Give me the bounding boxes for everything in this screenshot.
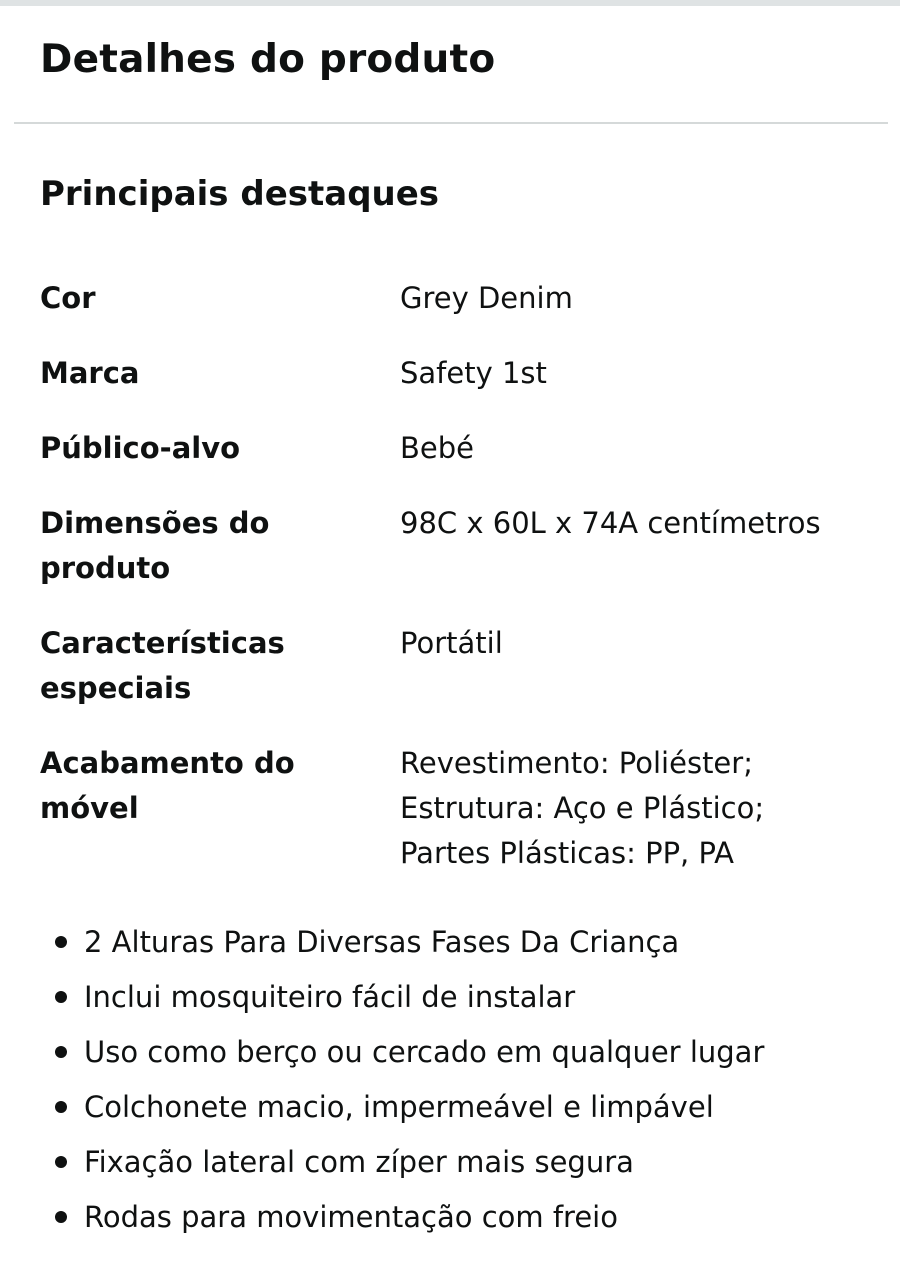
feature-text: Rodas para movimentação com freio [84,1199,618,1234]
bullet-icon [55,1211,67,1223]
page-title: Detalhes do produto [40,37,496,82]
spec-value: Grey Denim [400,281,573,315]
spec-row-finish [40,741,860,876]
feature-text: 2 Alturas Para Diversas Fases Da Criança [84,924,680,959]
spec-label: Características especiais [40,626,285,705]
spec-value: Bebé [400,431,474,465]
bullet-icon [55,991,67,1003]
spec-label: Marca [40,356,140,390]
list-item [0,969,900,1024]
list-item [0,1189,900,1244]
spec-row-special-features [40,621,860,741]
list-item [0,1134,900,1189]
spec-row-dimensions [40,501,860,621]
spec-value: Safety 1st [400,356,547,390]
list-item [0,1079,900,1134]
bullet-icon [55,1101,67,1113]
spec-label: Cor [40,281,96,315]
bullet-icon [55,1156,67,1168]
spec-row-audience [40,426,860,501]
spec-row-brand [40,351,860,426]
list-item [0,1024,900,1079]
feature-text: Uso como berço ou cercado em qualquer lugar [84,1034,765,1069]
section-divider [14,122,888,124]
section-title-highlights: Principais destaques [40,174,440,214]
top-edge-strip [0,0,900,6]
product-specs-table [40,276,860,876]
feature-text: Colchonete macio, impermeável e limpável [84,1089,714,1124]
spec-value: Revestimento: Poliéster; Estrutura: Aço e Plástico; Partes Plásticas: PP, PA [400,746,765,870]
feature-bullet-list [0,914,900,1244]
feature-text: Fixação lateral com zíper mais segura [84,1144,634,1179]
feature-text: Inclui mosquiteiro fácil de instalar [84,979,576,1014]
spec-label: Acabamento do móvel [40,746,295,825]
spec-label: Dimensões do produto [40,506,270,585]
list-item [0,914,900,969]
bullet-icon [55,1046,67,1058]
spec-value: 98C x 60L x 74A centímetros [400,506,821,540]
spec-label: Público-alvo [40,431,241,465]
spec-value: Portátil [400,626,503,660]
bullet-icon [55,936,67,948]
spec-row-color [40,276,860,351]
